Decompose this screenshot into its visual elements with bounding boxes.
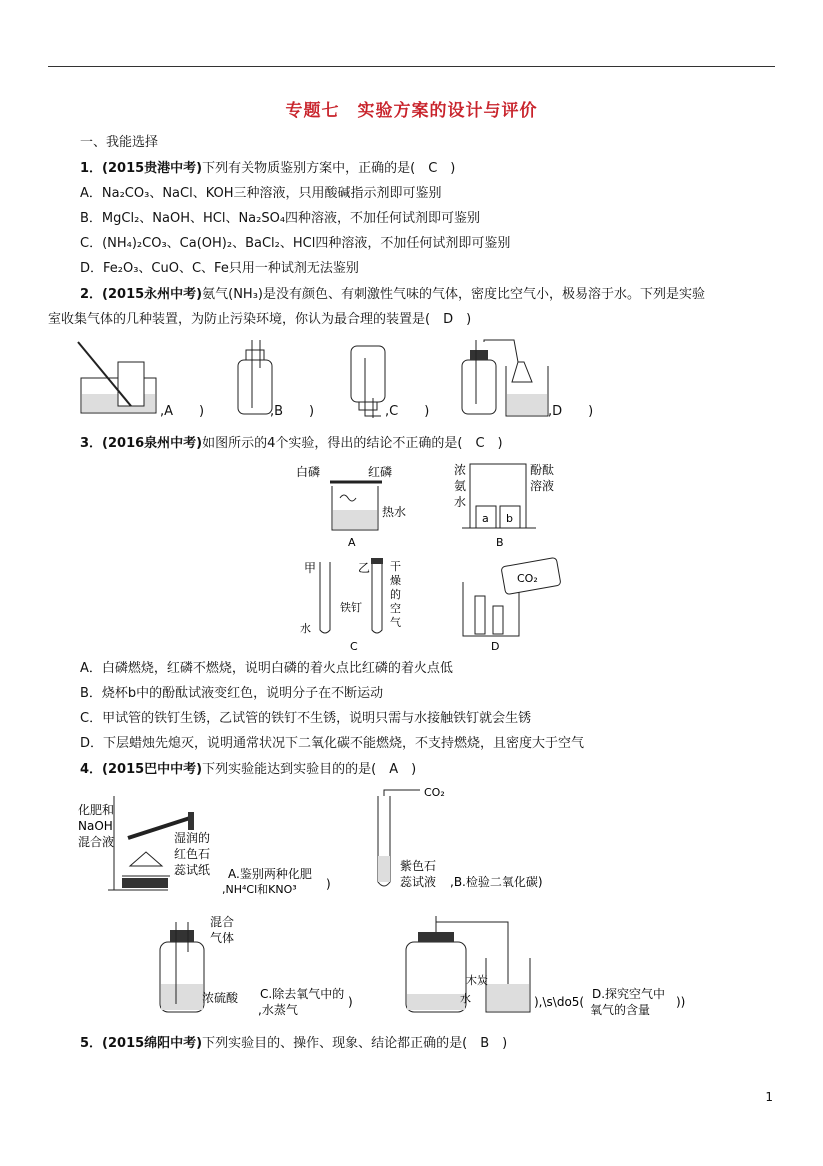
q4-a-caption-3: ) xyxy=(326,877,331,891)
page-title: 专题七 实验方案的设计与评价 xyxy=(285,101,538,121)
q3-figure-a xyxy=(290,460,407,550)
q4-d-field-code: ),\s\do5( xyxy=(534,995,585,1009)
q3-figure-b xyxy=(452,460,572,550)
q4-a-left-2: NaOH xyxy=(78,819,113,833)
question-5 xyxy=(80,1035,507,1053)
q2-stem-line2: 室收集气体的几种装置，为防止污染环境，你认为最合理的装置是( D ) xyxy=(48,312,472,327)
q3-a-label-white-p: 白磷 xyxy=(296,465,321,479)
question-2 xyxy=(80,286,705,304)
q4-c-label-1: 混合 xyxy=(210,915,235,929)
q4-stem: 下列实验能达到实验目的的是( A ) xyxy=(202,762,417,777)
q4-c-label-3: 浓硫酸 xyxy=(202,991,239,1005)
q3-a-caption: A xyxy=(348,536,356,549)
q3-c-label-qi: 气 xyxy=(390,616,401,629)
q4-a-left-1: 化肥和 xyxy=(78,803,115,817)
q3-c-label-jia: 甲 xyxy=(304,561,317,575)
q3-b-label-3: 水 xyxy=(454,495,467,509)
q3-figure-c xyxy=(300,556,420,654)
q3-a-label-hot-water: 热水 xyxy=(382,505,407,519)
q4-d-label-water: 水 xyxy=(460,992,471,1005)
q3-b-beaker-a: a xyxy=(482,512,489,525)
header-rule xyxy=(48,66,775,67)
q3-c-label-gan: 干 xyxy=(390,560,401,573)
q3-c-label-zao: 燥 xyxy=(390,574,401,587)
q3-c-label-water: 水 xyxy=(300,622,311,635)
q3-c-label-nail: 铁钉 xyxy=(340,601,362,614)
q2-stem-line1: 氨气(NH₃)是没有颜色、有刺激性气味的气体，密度比空气小，极易溶于水。下列是实验 xyxy=(202,287,705,302)
q4-b-label-2: 蕊试液 xyxy=(400,875,437,889)
q4-d-caption-2: 氧气的含量 xyxy=(590,1003,651,1017)
q4-d-caption-1: D.探究空气中 xyxy=(592,987,666,1001)
q1-option-a: A．Na₂CO₃、NaCl、KOH三种溶液，只用酸碱指示剂即可鉴别 xyxy=(80,186,442,201)
q3-c-label-yi: 乙 xyxy=(358,561,371,575)
q3-source: (2016泉州中考) xyxy=(102,436,203,451)
q3-option-a: A．白磷燃烧，红磷不燃烧，说明白磷的着火点比红磷的着火点低 xyxy=(80,661,453,676)
q3-d-caption: D xyxy=(491,640,500,653)
q2-label-c: ,C ) xyxy=(385,404,430,419)
q1-stem: 下列有关物质鉴别方案中，正确的是( C ) xyxy=(202,161,456,176)
q4-c-caption-2: ,水蒸气 xyxy=(258,1003,298,1017)
q4-b-caption: ,B.检验二氧化碳) xyxy=(450,875,543,889)
q5-number: 5． xyxy=(80,1036,103,1051)
q4-c-caption-3: ) xyxy=(348,995,353,1009)
q4-a-caption-2: ,NH⁴Cl和KNO³ xyxy=(222,883,297,896)
q3-option-b: B．烧杯b中的酚酞试液变红色，说明分子在不断运动 xyxy=(80,686,384,701)
q3-b-label-4: 酚酞 xyxy=(530,463,555,477)
q1-source: (2015贵港中考) xyxy=(102,161,203,176)
q2-source: (2015永州中考) xyxy=(102,287,203,302)
q4-a-left-3: 混合液 xyxy=(78,835,115,849)
q4-figure-b xyxy=(370,786,570,896)
q2-number: 2． xyxy=(80,287,103,302)
q2-label-b: ,B ) xyxy=(270,404,315,419)
q3-b-label-2: 氨 xyxy=(454,479,467,493)
q4-a-right-3: 蕊试纸 xyxy=(174,863,211,877)
q4-b-label-1: 紫色石 xyxy=(400,859,437,873)
q1-option-b: B．MgCl₂、NaOH、HCl、Na₂SO₄四种溶液，不加任何试剂即可鉴别 xyxy=(80,211,481,226)
page-number: 1 xyxy=(765,1090,773,1104)
q2-apparatus-d xyxy=(458,338,553,420)
q4-figure-a xyxy=(78,786,348,896)
q4-c-caption-1: C.除去氧气中的 xyxy=(260,987,345,1001)
q2-label-a: ,A ) xyxy=(160,404,205,419)
q4-c-label-2: 气体 xyxy=(210,931,235,945)
q1-option-d: D．Fe₂O₃、CuO、C、Fe只用一种试剂无法鉴别 xyxy=(80,261,359,276)
q3-b-beaker-b: b xyxy=(506,512,513,525)
question-3 xyxy=(80,435,503,453)
q1-number: 1． xyxy=(80,161,103,176)
q3-option-c: C．甲试管的铁钉生锈，乙试管的铁钉不生锈，说明只需与水接触铁钉就会生锈 xyxy=(80,711,532,726)
q4-number: 4． xyxy=(80,762,103,777)
q4-d-label-charcoal: 木炭 xyxy=(466,974,488,987)
q3-b-label-1: 浓 xyxy=(454,463,467,477)
q3-stem: 如图所示的4个实验，得出的结论不正确的是( C ) xyxy=(202,436,503,451)
q5-stem: 下列实验目的、操作、现象、结论都正确的是( B ) xyxy=(202,1036,508,1051)
q3-option-d: D．下层蜡烛先熄灭，说明通常状况下二氧化碳不能燃烧，不支持燃烧，且密度大于空气 xyxy=(80,736,585,751)
q4-d-caption-3: )) xyxy=(676,995,686,1009)
q3-a-label-red-p: 红磷 xyxy=(368,465,393,479)
q4-source: (2015巴中中考) xyxy=(102,762,203,777)
question-1 xyxy=(80,160,455,178)
q3-number: 3． xyxy=(80,436,103,451)
q4-a-right-2: 红色石 xyxy=(174,847,211,861)
q3-c-label-kong: 空 xyxy=(390,602,401,615)
q4-figure-d xyxy=(400,912,700,1022)
section-heading: 一、我能选择 xyxy=(80,135,159,150)
q4-b-gas-label: CO₂ xyxy=(424,786,445,799)
q3-c-label-de: 的 xyxy=(390,588,401,601)
q3-b-caption: B xyxy=(496,536,504,549)
q4-a-right-1: 湿润的 xyxy=(174,831,211,845)
q5-source: (2015绵阳中考) xyxy=(102,1036,203,1051)
q4-figure-c xyxy=(150,912,370,1022)
q1-option-c: C．(NH₄)₂CO₃、Ca(OH)₂、BaCl₂、HCl四种溶液，不加任何试剂即可鉴别 xyxy=(80,236,511,251)
q3-figure-d xyxy=(455,556,565,654)
question-4 xyxy=(80,761,416,779)
q2-label-d: ,D ) xyxy=(548,404,594,419)
q3-d-label-co2: CO₂ xyxy=(517,572,538,585)
q4-a-caption-1: A.鉴别两种化肥 xyxy=(228,867,312,881)
q3-b-label-5: 溶液 xyxy=(530,479,555,493)
q3-c-caption: C xyxy=(350,640,358,653)
